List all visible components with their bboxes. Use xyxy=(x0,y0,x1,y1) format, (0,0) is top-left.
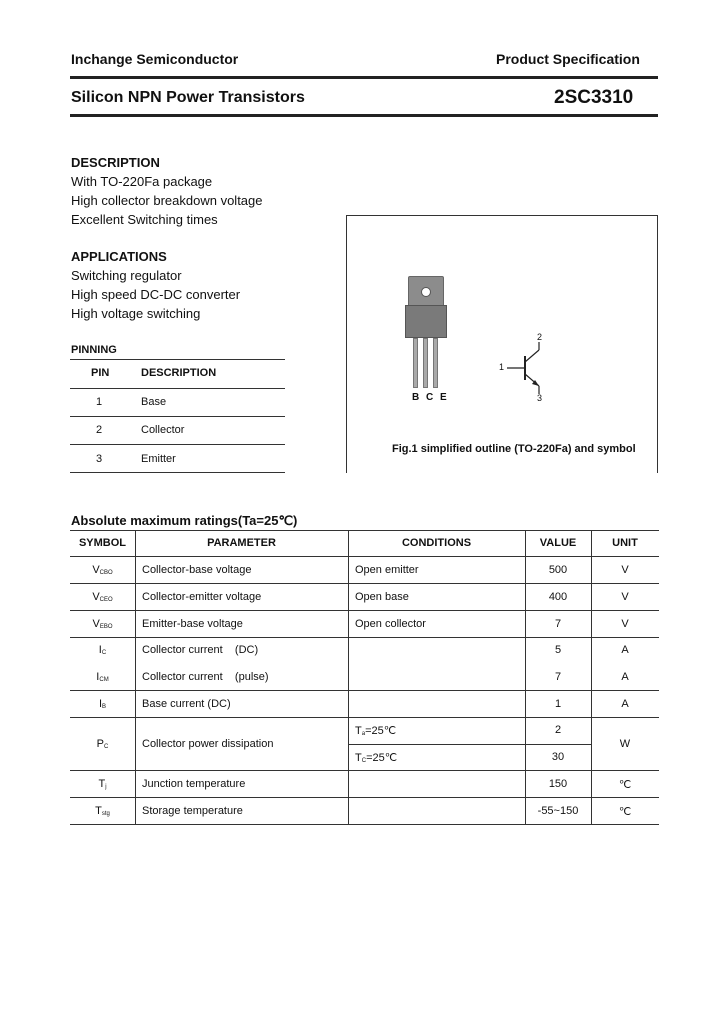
unit-cell: V xyxy=(621,564,629,576)
description-item: High collector breakdown voltage xyxy=(71,193,263,208)
package-pin-letters: B C E xyxy=(412,392,449,403)
col-header-parameter: PARAMETER xyxy=(207,537,276,549)
package-mounting-hole xyxy=(421,287,431,297)
table-col-rule xyxy=(135,530,136,824)
pinning-title: PINNING xyxy=(71,344,117,356)
symbol-pin-3: 3 xyxy=(537,393,543,403)
unit-cell: ℃ xyxy=(618,779,632,791)
unit-cell: A xyxy=(621,698,629,710)
table-rule xyxy=(70,690,659,691)
application-item: High voltage switching xyxy=(71,306,201,321)
pin-number: 2 xyxy=(96,424,103,436)
applications-title: APPLICATIONS xyxy=(71,249,167,264)
package-lead-emitter xyxy=(433,338,438,388)
unit-cell: V xyxy=(621,618,629,630)
col-header-symbol: SYMBOL xyxy=(78,537,127,549)
pinning-rule xyxy=(70,359,285,360)
header-rule-top xyxy=(70,76,658,79)
table-col-rule xyxy=(348,530,349,824)
symbol-cell: Tstg xyxy=(95,805,110,817)
table-rule xyxy=(70,717,659,718)
table-rule xyxy=(70,824,659,825)
value-cell: 2 xyxy=(554,724,562,736)
symbol-cell: ICM xyxy=(96,671,109,683)
application-item: Switching regulator xyxy=(71,268,182,283)
pin-description: Collector xyxy=(141,424,185,436)
figure-caption: Fig.1 simplified outline (TO-220Fa) and symbol xyxy=(392,443,636,455)
pin-number: 1 xyxy=(96,396,103,408)
conditions-cell: Ta=25℃ xyxy=(355,725,397,737)
pin-number: 3 xyxy=(96,453,103,465)
symbol-cell: VEBO xyxy=(92,618,113,630)
value-cell: -55~150 xyxy=(537,805,579,817)
description-title: DESCRIPTION xyxy=(71,155,160,170)
part-number: 2SC3310 xyxy=(554,87,634,108)
doc-type: Product Specification xyxy=(496,51,640,67)
unit-cell: W xyxy=(619,738,631,750)
parameter-cell: Emitter-base voltage xyxy=(142,618,243,630)
parameter-cell: Collector-emitter voltage xyxy=(142,591,262,603)
value-cell: 7 xyxy=(554,671,562,683)
unit-cell: ℃ xyxy=(618,806,632,818)
conditions-cell: TC=25℃ xyxy=(355,752,398,764)
pin-description: Emitter xyxy=(141,453,176,465)
value-cell: 5 xyxy=(554,644,562,656)
table-rule xyxy=(70,637,659,638)
col-header-unit: UNIT xyxy=(612,537,638,549)
description-item: Excellent Switching times xyxy=(71,212,218,227)
table-rule xyxy=(70,530,659,531)
conditions-cell: Open collector xyxy=(355,618,426,630)
package-lead-base xyxy=(413,338,418,388)
table-rule xyxy=(70,583,659,584)
symbol-cell: PC xyxy=(96,738,109,750)
table-rule xyxy=(70,556,659,557)
conditions-cell: Open base xyxy=(355,591,409,603)
value-cell: 400 xyxy=(548,591,568,603)
symbol-cell: Tj xyxy=(98,778,107,790)
table-rule xyxy=(70,770,659,771)
header-rule-bottom xyxy=(70,114,658,117)
pinning-rule xyxy=(70,444,285,445)
parameter-cell: Junction temperature xyxy=(142,778,246,790)
unit-cell: A xyxy=(621,644,629,656)
pinning-rule xyxy=(70,388,285,389)
table-rule xyxy=(70,797,659,798)
col-header-value: VALUE xyxy=(539,537,577,549)
parameter-cell: Collector-base voltage xyxy=(142,564,252,576)
pinning-rule xyxy=(70,472,285,473)
description-item: With TO-220Fa package xyxy=(71,174,213,189)
company-name: Inchange Semiconductor xyxy=(71,51,239,67)
value-cell: 7 xyxy=(554,618,562,630)
col-header-conditions: CONDITIONS xyxy=(401,537,472,549)
application-item: High speed DC-DC converter xyxy=(71,287,241,302)
value-cell: 1 xyxy=(554,698,562,710)
symbol-cell: IB xyxy=(98,698,107,710)
parameter-cell: Collector current (pulse) xyxy=(142,671,269,683)
value-cell: 150 xyxy=(548,778,568,790)
symbol-pin-2: 2 xyxy=(537,332,543,342)
parameter-cell: Collector current (DC) xyxy=(142,644,259,656)
unit-cell: A xyxy=(621,671,629,683)
parameter-cell: Storage temperature xyxy=(142,805,243,817)
pin-description: Base xyxy=(141,396,167,408)
parameter-cell: Base current (DC) xyxy=(142,698,231,710)
symbol-cell: VCEO xyxy=(92,591,113,603)
symbol-cell: IC xyxy=(98,644,107,656)
product-line: Silicon NPN Power Transistors xyxy=(71,89,305,106)
symbol-cell: VCBO xyxy=(92,564,113,576)
pinning-rule xyxy=(70,416,285,417)
table-rule xyxy=(348,744,591,745)
value-cell: 500 xyxy=(548,564,568,576)
value-cell: 30 xyxy=(551,751,565,763)
symbol-pin-1: 1 xyxy=(499,362,505,372)
ratings-title: Absolute maximum ratings(Ta=25℃) xyxy=(71,513,298,528)
table-rule xyxy=(70,610,659,611)
pinning-header-pin: PIN xyxy=(91,367,110,379)
pinning-header-desc: DESCRIPTION xyxy=(141,367,217,379)
parameter-cell: Collector power dissipation xyxy=(142,738,274,750)
package-body xyxy=(405,305,447,338)
package-lead-collector xyxy=(423,338,428,388)
unit-cell: V xyxy=(621,591,629,603)
conditions-cell: Open emitter xyxy=(355,564,419,576)
